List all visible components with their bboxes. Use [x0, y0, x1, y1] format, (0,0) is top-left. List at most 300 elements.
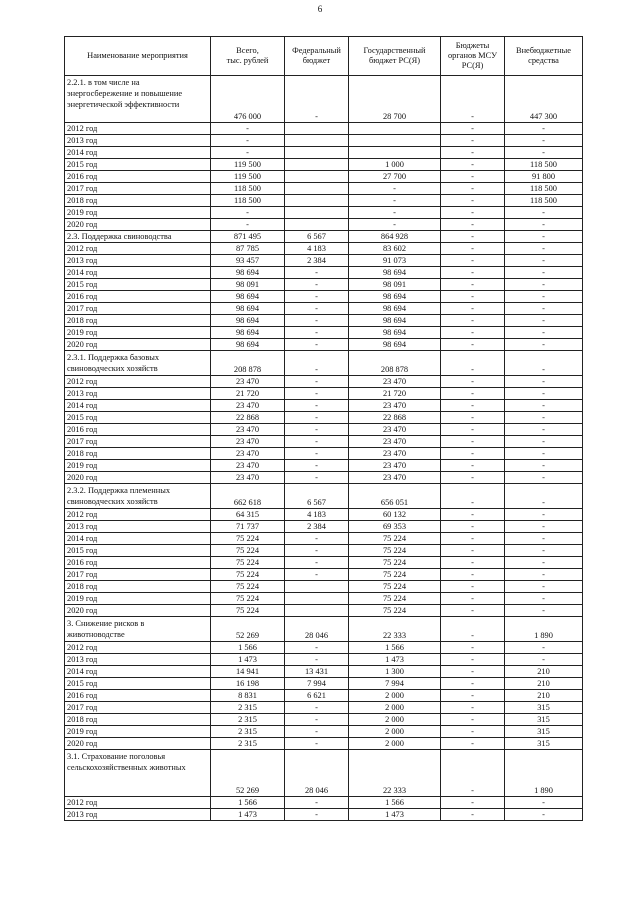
cell-federal: - — [285, 460, 349, 472]
cell-federal: - — [285, 339, 349, 351]
cell-federal: - — [285, 424, 349, 436]
cell-state: 23 470 — [349, 424, 441, 436]
table-row — [65, 545, 583, 557]
cell-extrabudgetary: - — [505, 557, 583, 569]
cell-federal: 6 567 — [285, 484, 349, 509]
cell-extrabudgetary: - — [505, 231, 583, 243]
cell-municipal: - — [441, 279, 505, 291]
cell-municipal: - — [441, 545, 505, 557]
cell-municipal: - — [441, 76, 505, 123]
cell-measure-name: 2019 год — [65, 460, 211, 472]
cell-extrabudgetary: - — [505, 809, 583, 821]
cell-total: 118 500 — [211, 195, 285, 207]
cell-municipal: - — [441, 243, 505, 255]
cell-municipal: - — [441, 327, 505, 339]
cell-municipal: - — [441, 135, 505, 147]
table-row — [65, 750, 583, 797]
cell-measure-name: 2013 год — [65, 654, 211, 666]
cell-total: 75 224 — [211, 593, 285, 605]
cell-municipal: - — [441, 678, 505, 690]
budget-table — [64, 36, 583, 821]
cell-total: 98 091 — [211, 279, 285, 291]
cell-municipal: - — [441, 797, 505, 809]
cell-measure-name: 2018 год — [65, 581, 211, 593]
cell-measure-name: 2018 год — [65, 315, 211, 327]
cell-state: 1 300 — [349, 666, 441, 678]
cell-extrabudgetary: - — [505, 351, 583, 376]
cell-measure-name: 2012 год — [65, 797, 211, 809]
cell-extrabudgetary: - — [505, 412, 583, 424]
cell-total: 662 618 — [211, 484, 285, 509]
cell-state: 60 132 — [349, 509, 441, 521]
cell-total: 71 737 — [211, 521, 285, 533]
cell-measure-name: 2017 год — [65, 303, 211, 315]
cell-measure-name: 2016 год — [65, 424, 211, 436]
cell-total: - — [211, 135, 285, 147]
cell-total: 208 878 — [211, 351, 285, 376]
cell-measure-name: 2020 год — [65, 605, 211, 617]
cell-total: 21 720 — [211, 388, 285, 400]
cell-measure-name: 2015 год — [65, 279, 211, 291]
header-extrabudgetary: Внебюджетные средства — [505, 37, 583, 76]
cell-extrabudgetary: - — [505, 376, 583, 388]
cell-measure-name: 3. Снижение рисков в животноводстве — [65, 617, 211, 642]
table-row — [65, 484, 583, 509]
cell-extrabudgetary: - — [505, 545, 583, 557]
cell-state: 23 470 — [349, 448, 441, 460]
cell-total: 871 495 — [211, 231, 285, 243]
cell-state: 22 868 — [349, 412, 441, 424]
cell-measure-name: 2015 год — [65, 412, 211, 424]
cell-total: - — [211, 123, 285, 135]
cell-total: 75 224 — [211, 569, 285, 581]
cell-extrabudgetary: - — [505, 315, 583, 327]
table-row — [65, 219, 583, 231]
table-row — [65, 678, 583, 690]
cell-municipal: - — [441, 351, 505, 376]
cell-extrabudgetary: - — [505, 472, 583, 484]
cell-extrabudgetary: - — [505, 388, 583, 400]
cell-municipal: - — [441, 726, 505, 738]
cell-state: 98 694 — [349, 315, 441, 327]
cell-total: 16 198 — [211, 678, 285, 690]
cell-state: 98 694 — [349, 291, 441, 303]
cell-measure-name: 2014 год — [65, 666, 211, 678]
cell-measure-name: 2014 год — [65, 267, 211, 279]
cell-federal: - — [285, 376, 349, 388]
cell-measure-name: 2018 год — [65, 714, 211, 726]
cell-extrabudgetary: 1 890 — [505, 617, 583, 642]
cell-total: 75 224 — [211, 533, 285, 545]
cell-state: 22 333 — [349, 750, 441, 797]
cell-extrabudgetary: - — [505, 605, 583, 617]
cell-measure-name: 2013 год — [65, 255, 211, 267]
cell-total: 98 694 — [211, 291, 285, 303]
cell-state — [349, 123, 441, 135]
cell-measure-name: 2014 год — [65, 400, 211, 412]
cell-total: 64 315 — [211, 509, 285, 521]
cell-state: 656 051 — [349, 484, 441, 509]
cell-federal: 13 431 — [285, 666, 349, 678]
cell-measure-name: 2.3.1. Поддержка базовых свиноводческих хозяйств — [65, 351, 211, 376]
table-row — [65, 412, 583, 424]
cell-extrabudgetary: - — [505, 219, 583, 231]
cell-total: 1 566 — [211, 642, 285, 654]
cell-extrabudgetary: - — [505, 123, 583, 135]
cell-state: 208 878 — [349, 351, 441, 376]
cell-measure-name: 2013 год — [65, 388, 211, 400]
cell-extrabudgetary: - — [505, 243, 583, 255]
cell-municipal: - — [441, 376, 505, 388]
cell-measure-name: 2013 год — [65, 135, 211, 147]
cell-federal: - — [285, 569, 349, 581]
cell-extrabudgetary: - — [505, 448, 583, 460]
cell-municipal: - — [441, 702, 505, 714]
cell-measure-name: 2012 год — [65, 243, 211, 255]
cell-total: 8 831 — [211, 690, 285, 702]
cell-extrabudgetary: 447 300 — [505, 76, 583, 123]
cell-extrabudgetary: - — [505, 267, 583, 279]
table-row — [65, 809, 583, 821]
cell-total: 1 473 — [211, 809, 285, 821]
cell-federal: - — [285, 291, 349, 303]
table-row — [65, 448, 583, 460]
cell-extrabudgetary: 315 — [505, 726, 583, 738]
cell-total: 118 500 — [211, 183, 285, 195]
cell-state: 98 694 — [349, 339, 441, 351]
cell-total: 2 315 — [211, 738, 285, 750]
cell-municipal: - — [441, 303, 505, 315]
cell-total: 23 470 — [211, 460, 285, 472]
cell-federal: 28 046 — [285, 617, 349, 642]
cell-federal — [285, 605, 349, 617]
cell-measure-name: 2012 год — [65, 509, 211, 521]
cell-total: 93 457 — [211, 255, 285, 267]
cell-total: 98 694 — [211, 339, 285, 351]
cell-federal: - — [285, 797, 349, 809]
cell-total: 87 785 — [211, 243, 285, 255]
cell-municipal: - — [441, 642, 505, 654]
cell-extrabudgetary: - — [505, 424, 583, 436]
cell-state: 27 700 — [349, 171, 441, 183]
cell-state: 2 000 — [349, 738, 441, 750]
cell-measure-name: 2020 год — [65, 219, 211, 231]
table-row — [65, 231, 583, 243]
table-row — [65, 388, 583, 400]
cell-measure-name: 2020 год — [65, 339, 211, 351]
table-body — [65, 76, 583, 821]
cell-municipal: - — [441, 750, 505, 797]
table-row — [65, 581, 583, 593]
table-row — [65, 159, 583, 171]
cell-municipal: - — [441, 484, 505, 509]
cell-municipal: - — [441, 147, 505, 159]
cell-measure-name: 2.2.1. в том числе на энергосбережение и повышение энергетической эффективности — [65, 76, 211, 123]
table-row — [65, 569, 583, 581]
cell-measure-name: 2014 год — [65, 147, 211, 159]
cell-municipal: - — [441, 424, 505, 436]
table-row — [65, 702, 583, 714]
cell-federal: - — [285, 412, 349, 424]
cell-extrabudgetary: - — [505, 460, 583, 472]
cell-total: 75 224 — [211, 581, 285, 593]
header-federal-budget: Федеральный бюджет — [285, 37, 349, 76]
cell-extrabudgetary: - — [505, 533, 583, 545]
cell-federal: - — [285, 388, 349, 400]
table-row — [65, 666, 583, 678]
cell-federal: 2 384 — [285, 255, 349, 267]
cell-municipal: - — [441, 339, 505, 351]
cell-federal: - — [285, 351, 349, 376]
cell-federal: - — [285, 472, 349, 484]
cell-extrabudgetary: - — [505, 135, 583, 147]
cell-municipal: - — [441, 255, 505, 267]
cell-federal: - — [285, 738, 349, 750]
cell-measure-name: 2018 год — [65, 195, 211, 207]
cell-state: 23 470 — [349, 400, 441, 412]
cell-federal — [285, 593, 349, 605]
header-municipal-budget: Бюджеты органов МСУ РС(Я) — [441, 37, 505, 76]
cell-extrabudgetary: - — [505, 400, 583, 412]
cell-federal — [285, 147, 349, 159]
cell-measure-name: 2013 год — [65, 809, 211, 821]
cell-measure-name: 2016 год — [65, 690, 211, 702]
cell-state: 28 700 — [349, 76, 441, 123]
cell-federal: - — [285, 533, 349, 545]
cell-municipal: - — [441, 436, 505, 448]
cell-total: 2 315 — [211, 702, 285, 714]
table-row — [65, 593, 583, 605]
cell-municipal: - — [441, 521, 505, 533]
cell-state: 22 333 — [349, 617, 441, 642]
cell-total: 75 224 — [211, 605, 285, 617]
cell-state: 2 000 — [349, 714, 441, 726]
cell-total: 75 224 — [211, 557, 285, 569]
cell-extrabudgetary: - — [505, 303, 583, 315]
cell-state: 75 224 — [349, 581, 441, 593]
cell-measure-name: 2019 год — [65, 327, 211, 339]
table-row — [65, 351, 583, 376]
table-row — [65, 617, 583, 642]
cell-total: 2 315 — [211, 726, 285, 738]
table-row — [65, 642, 583, 654]
cell-total: 2 315 — [211, 714, 285, 726]
cell-measure-name: 2016 год — [65, 557, 211, 569]
cell-state: 75 224 — [349, 569, 441, 581]
cell-measure-name: 2017 год — [65, 569, 211, 581]
table-row — [65, 195, 583, 207]
cell-extrabudgetary: 1 890 — [505, 750, 583, 797]
cell-measure-name: 2019 год — [65, 207, 211, 219]
cell-total: 52 269 — [211, 750, 285, 797]
table-row — [65, 291, 583, 303]
cell-extrabudgetary: 118 500 — [505, 183, 583, 195]
cell-state: 75 224 — [349, 557, 441, 569]
cell-total: 98 694 — [211, 327, 285, 339]
cell-extrabudgetary: - — [505, 207, 583, 219]
cell-state: 23 470 — [349, 436, 441, 448]
cell-federal — [285, 207, 349, 219]
cell-state: 2 000 — [349, 690, 441, 702]
cell-federal: - — [285, 76, 349, 123]
cell-federal: 6 621 — [285, 690, 349, 702]
cell-municipal: - — [441, 557, 505, 569]
cell-state: 864 928 — [349, 231, 441, 243]
cell-extrabudgetary: 210 — [505, 666, 583, 678]
cell-municipal: - — [441, 267, 505, 279]
cell-measure-name: 2014 год — [65, 533, 211, 545]
cell-total: 23 470 — [211, 448, 285, 460]
cell-municipal: - — [441, 231, 505, 243]
cell-measure-name: 2017 год — [65, 183, 211, 195]
cell-municipal: - — [441, 617, 505, 642]
table-row — [65, 171, 583, 183]
cell-federal: 4 183 — [285, 509, 349, 521]
cell-measure-name: 2012 год — [65, 376, 211, 388]
cell-federal — [285, 135, 349, 147]
cell-federal — [285, 171, 349, 183]
cell-federal — [285, 219, 349, 231]
cell-federal: - — [285, 315, 349, 327]
cell-federal: - — [285, 654, 349, 666]
cell-municipal: - — [441, 593, 505, 605]
page-number: 6 — [317, 4, 323, 14]
cell-state: 98 694 — [349, 327, 441, 339]
table-row — [65, 472, 583, 484]
table-row — [65, 327, 583, 339]
cell-extrabudgetary: - — [505, 291, 583, 303]
cell-state: 1 566 — [349, 642, 441, 654]
cell-total: - — [211, 219, 285, 231]
cell-federal — [285, 159, 349, 171]
cell-state: 83 602 — [349, 243, 441, 255]
cell-extrabudgetary: - — [505, 581, 583, 593]
cell-state: - — [349, 219, 441, 231]
cell-municipal: - — [441, 666, 505, 678]
table-row — [65, 726, 583, 738]
table-row — [65, 303, 583, 315]
cell-extrabudgetary: - — [505, 147, 583, 159]
cell-extrabudgetary: 315 — [505, 702, 583, 714]
cell-municipal: - — [441, 448, 505, 460]
cell-total: 119 500 — [211, 159, 285, 171]
cell-federal: - — [285, 267, 349, 279]
cell-extrabudgetary: 91 800 — [505, 171, 583, 183]
cell-federal: 6 567 — [285, 231, 349, 243]
cell-state: 23 470 — [349, 460, 441, 472]
table-row — [65, 460, 583, 472]
cell-measure-name: 2015 год — [65, 545, 211, 557]
cell-extrabudgetary: - — [505, 569, 583, 581]
cell-federal: - — [285, 400, 349, 412]
cell-state: 2 000 — [349, 702, 441, 714]
cell-municipal: - — [441, 509, 505, 521]
table-row — [65, 424, 583, 436]
cell-municipal: - — [441, 400, 505, 412]
cell-total: 23 470 — [211, 376, 285, 388]
cell-federal — [285, 183, 349, 195]
cell-measure-name: 2012 год — [65, 642, 211, 654]
cell-total: 75 224 — [211, 545, 285, 557]
cell-measure-name: 2016 год — [65, 171, 211, 183]
cell-measure-name: 2016 год — [65, 291, 211, 303]
cell-total: 23 470 — [211, 436, 285, 448]
cell-measure-name: 2020 год — [65, 738, 211, 750]
cell-federal: - — [285, 702, 349, 714]
cell-extrabudgetary: - — [505, 279, 583, 291]
table-row — [65, 436, 583, 448]
cell-extrabudgetary: - — [505, 797, 583, 809]
table-row — [65, 690, 583, 702]
cell-state: 75 224 — [349, 593, 441, 605]
cell-municipal: - — [441, 569, 505, 581]
cell-federal: - — [285, 642, 349, 654]
cell-measure-name: 2013 год — [65, 521, 211, 533]
cell-municipal: - — [441, 207, 505, 219]
cell-measure-name: 2020 год — [65, 472, 211, 484]
cell-municipal: - — [441, 123, 505, 135]
table-row — [65, 279, 583, 291]
cell-state: 1 566 — [349, 797, 441, 809]
cell-state: - — [349, 195, 441, 207]
cell-total: 1 473 — [211, 654, 285, 666]
cell-municipal: - — [441, 183, 505, 195]
cell-federal: 2 384 — [285, 521, 349, 533]
cell-federal: - — [285, 809, 349, 821]
cell-extrabudgetary: 118 500 — [505, 195, 583, 207]
cell-municipal: - — [441, 171, 505, 183]
cell-federal: - — [285, 557, 349, 569]
cell-federal: - — [285, 327, 349, 339]
cell-extrabudgetary: - — [505, 255, 583, 267]
table-row — [65, 183, 583, 195]
cell-total: 119 500 — [211, 171, 285, 183]
cell-extrabudgetary: 315 — [505, 738, 583, 750]
cell-measure-name: 2.3.2. Поддержка племенных свиноводческих хозяйств — [65, 484, 211, 509]
cell-state — [349, 147, 441, 159]
cell-extrabudgetary: - — [505, 642, 583, 654]
cell-extrabudgetary: 118 500 — [505, 159, 583, 171]
cell-state: 98 694 — [349, 267, 441, 279]
cell-municipal: - — [441, 291, 505, 303]
cell-total: 476 000 — [211, 76, 285, 123]
table-row — [65, 207, 583, 219]
table-row — [65, 738, 583, 750]
cell-state: 7 994 — [349, 678, 441, 690]
cell-extrabudgetary: 315 — [505, 714, 583, 726]
table-row — [65, 135, 583, 147]
table-row — [65, 654, 583, 666]
table-row — [65, 509, 583, 521]
table-header-row — [65, 37, 583, 76]
cell-extrabudgetary: - — [505, 484, 583, 509]
cell-total: 23 470 — [211, 424, 285, 436]
cell-municipal: - — [441, 315, 505, 327]
cell-state: 1 473 — [349, 654, 441, 666]
cell-total: 22 868 — [211, 412, 285, 424]
cell-state — [349, 135, 441, 147]
cell-federal: 7 994 — [285, 678, 349, 690]
table-row — [65, 267, 583, 279]
cell-total: 14 941 — [211, 666, 285, 678]
header-total: Всего, тыс. рублей — [211, 37, 285, 76]
cell-total: - — [211, 207, 285, 219]
cell-federal — [285, 581, 349, 593]
cell-measure-name: 2012 год — [65, 123, 211, 135]
cell-state: 1 473 — [349, 809, 441, 821]
cell-municipal: - — [441, 809, 505, 821]
table-row — [65, 605, 583, 617]
